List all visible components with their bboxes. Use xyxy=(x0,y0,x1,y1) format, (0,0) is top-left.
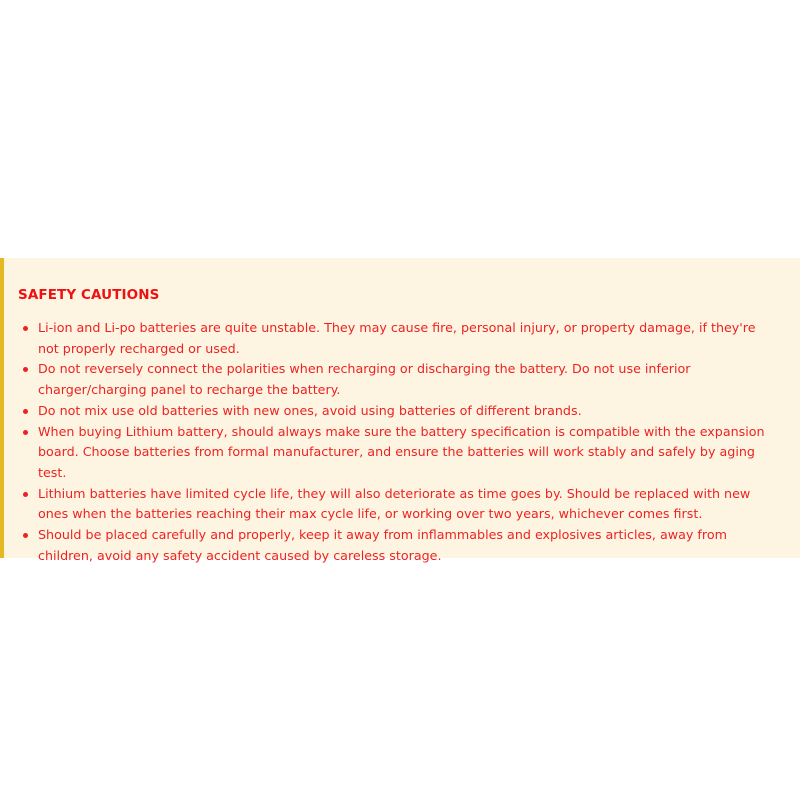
caution-item-text: Should be placed carefully and properly, keep it away from inflammables and explosives articles, away from children, avoid any safety accident caused by careless storage. xyxy=(38,527,727,563)
caution-item-text: Li-ion and Li-po batteries are quite unstable. They may cause fire, personal injury, or property damage, if they're not properly recharged or used. xyxy=(38,320,756,356)
caution-item xyxy=(18,484,780,525)
bullet-dot-icon xyxy=(23,430,28,435)
caution-item xyxy=(18,422,780,484)
caution-item-text: When buying Lithium battery, should always make sure the battery specification is compatible with the expansion board. Choose batteries from formal manufacturer, and ensure the batteries will work stably and safely by aging test. xyxy=(38,423,765,480)
caution-item xyxy=(18,359,780,400)
caution-item xyxy=(18,525,780,566)
bullet-dot-icon xyxy=(23,367,28,372)
caution-title: SAFETY CAUTIONS xyxy=(18,287,160,303)
caution-list xyxy=(18,318,780,566)
bullet-dot-icon xyxy=(23,409,28,414)
caution-item xyxy=(18,401,780,422)
safety-caution-box xyxy=(0,258,800,563)
caution-item-text: Lithium batteries have limited cycle life, they will also deteriorate as time goes by. Should be replaced with new ones when the batteries reaching their max cycle life, or working over two years, whichever comes first. xyxy=(38,485,751,522)
caution-item-text: Do not reversely connect the polarities when recharging or discharging the battery. Do not use inferior charger/charging panel to recharge the battery. xyxy=(38,361,691,398)
bullet-dot-icon xyxy=(23,533,28,538)
bullet-dot-icon xyxy=(23,326,28,331)
caution-item-text: Do not mix use old batteries with new ones, avoid using batteries of different brands. xyxy=(38,402,582,418)
caution-item xyxy=(18,318,780,359)
bullet-dot-icon xyxy=(23,492,28,497)
